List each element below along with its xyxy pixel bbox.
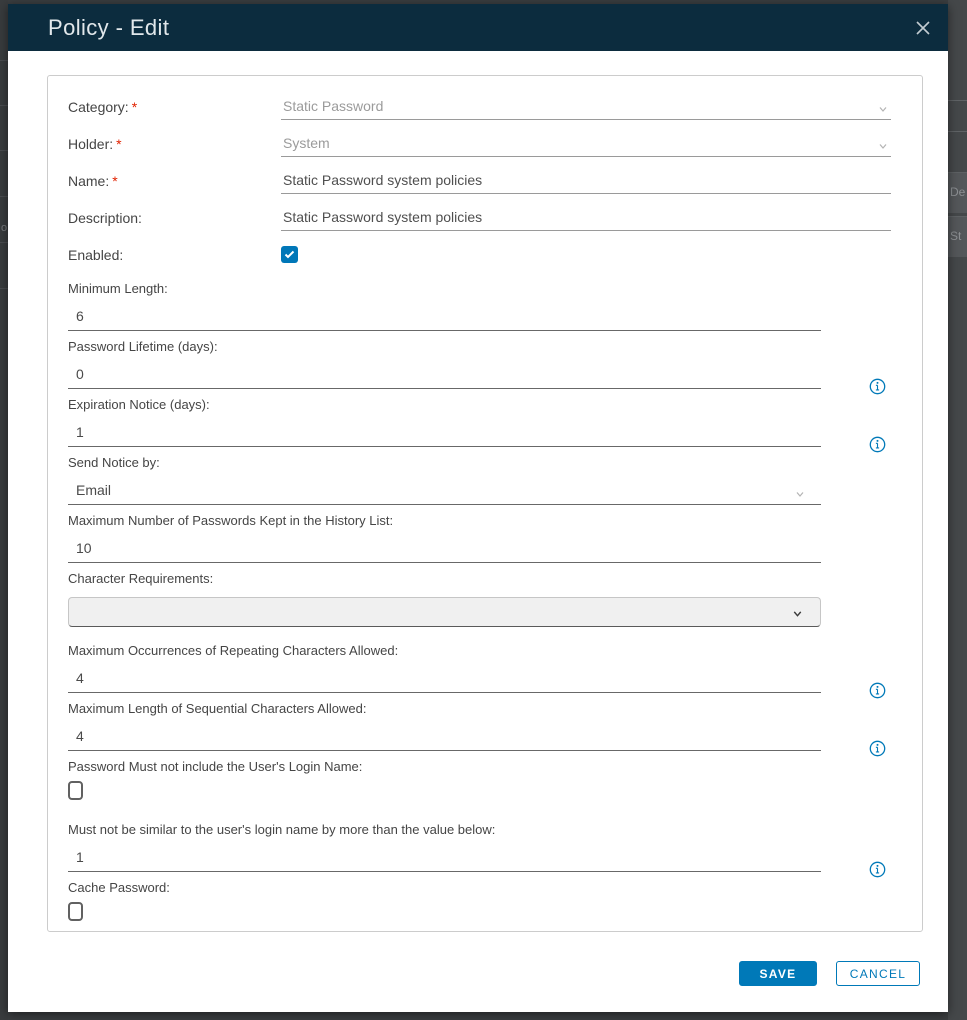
chevron-down-icon [791,607,804,625]
field-label: Maximum Occurrences of Repeating Characters Allowed: [68,643,399,658]
password-lifetime-input[interactable] [68,363,821,382]
field-label: Minimum Length: [68,281,168,296]
background-right-strip [948,0,967,1020]
field-row-login-similarity [68,822,904,872]
field-label: Description: [68,210,142,226]
background-text-fragment: o [1,222,8,234]
send-notice-by-select[interactable] [68,479,821,505]
background-left-strip [0,0,8,1020]
expiration-notice-input-wrap [68,421,821,447]
field-row-character-requirements [68,571,904,627]
field-label: Maximum Length of Sequential Characters Allowed: [68,701,367,716]
name-input[interactable] [281,170,891,188]
dialog-title: Policy - Edit [48,14,170,40]
background-table-row: St [948,216,967,257]
holder-select [281,133,891,157]
save-button[interactable]: SAVE [739,961,817,986]
enabled-checkbox[interactable] [281,246,298,263]
required-marker: * [131,99,138,115]
info-icon[interactable] [869,436,886,453]
holder-value [281,133,891,151]
field-label: Name: * [68,173,118,189]
field-label: Character Requirements: [68,571,214,586]
sequential-characters-input-wrap [68,725,821,751]
required-marker: * [116,136,122,152]
field-row-repeating-characters [68,643,904,693]
info-icon[interactable] [869,682,886,699]
chevron-down-icon [877,102,889,120]
field-label: Expiration Notice (days): [68,397,210,412]
field-label: Enabled: [68,247,124,263]
field-label: Send Notice by: [68,455,160,470]
field-row-expiration-notice [68,397,904,447]
required-marker: * [112,173,118,189]
field-label: Holder: * [68,136,122,152]
field-label: Cache Password: [68,880,170,895]
field-row-description [68,207,902,231]
description-input-wrap [281,207,891,231]
repeating-characters-input-wrap [68,667,821,693]
field-row-cache-password [68,880,904,921]
field-label: Password Lifetime (days): [68,339,218,354]
dialog-header [8,4,948,51]
repeating-characters-input[interactable] [68,667,821,686]
name-input-wrap [281,170,891,194]
field-row-password-lifetime [68,339,904,389]
field-row-minimum-length [68,281,904,331]
field-row-send-notice-by [68,455,904,505]
field-row-category [68,96,902,120]
field-label: Category: * [68,99,138,115]
field-label: Maximum Number of Passwords Kept in the History List: [68,513,394,528]
field-row-name [68,170,902,194]
field-row-enabled [68,244,902,268]
field-row-holder [68,133,902,157]
sequential-characters-input[interactable] [68,725,821,744]
minimum-length-input-wrap [68,305,821,331]
chevron-down-icon [794,487,806,505]
login-similarity-input[interactable] [68,846,821,865]
category-select [281,96,891,120]
exclude-login-name-checkbox[interactable] [68,781,83,800]
policy-edit-dialog [8,4,948,1012]
character-requirements-select[interactable] [68,597,821,627]
field-row-exclude-login-name [68,759,904,814]
form-scroll-panel[interactable] [47,75,923,932]
send-notice-by-value [68,479,821,498]
field-row-sequential-characters [68,701,904,751]
category-value [281,96,891,114]
info-icon[interactable] [869,861,886,878]
expiration-notice-input[interactable] [68,421,821,440]
background-table-row: De [948,172,967,213]
info-icon[interactable] [869,378,886,395]
cancel-button[interactable]: CANCEL [836,961,920,986]
password-history-input[interactable] [68,537,821,556]
description-input[interactable] [281,207,891,225]
password-lifetime-input-wrap [68,363,821,389]
cache-password-checkbox[interactable] [68,902,83,921]
info-icon[interactable] [869,740,886,757]
login-similarity-input-wrap [68,846,821,872]
password-history-input-wrap [68,537,821,563]
field-label: Must not be similar to the user's login name by more than the value below: [68,822,496,837]
minimum-length-input[interactable] [68,305,821,324]
field-row-password-history [68,513,904,563]
close-icon[interactable] [912,17,934,39]
field-label: Password Must not include the User's Login Name: [68,759,363,774]
chevron-down-icon [877,139,889,157]
